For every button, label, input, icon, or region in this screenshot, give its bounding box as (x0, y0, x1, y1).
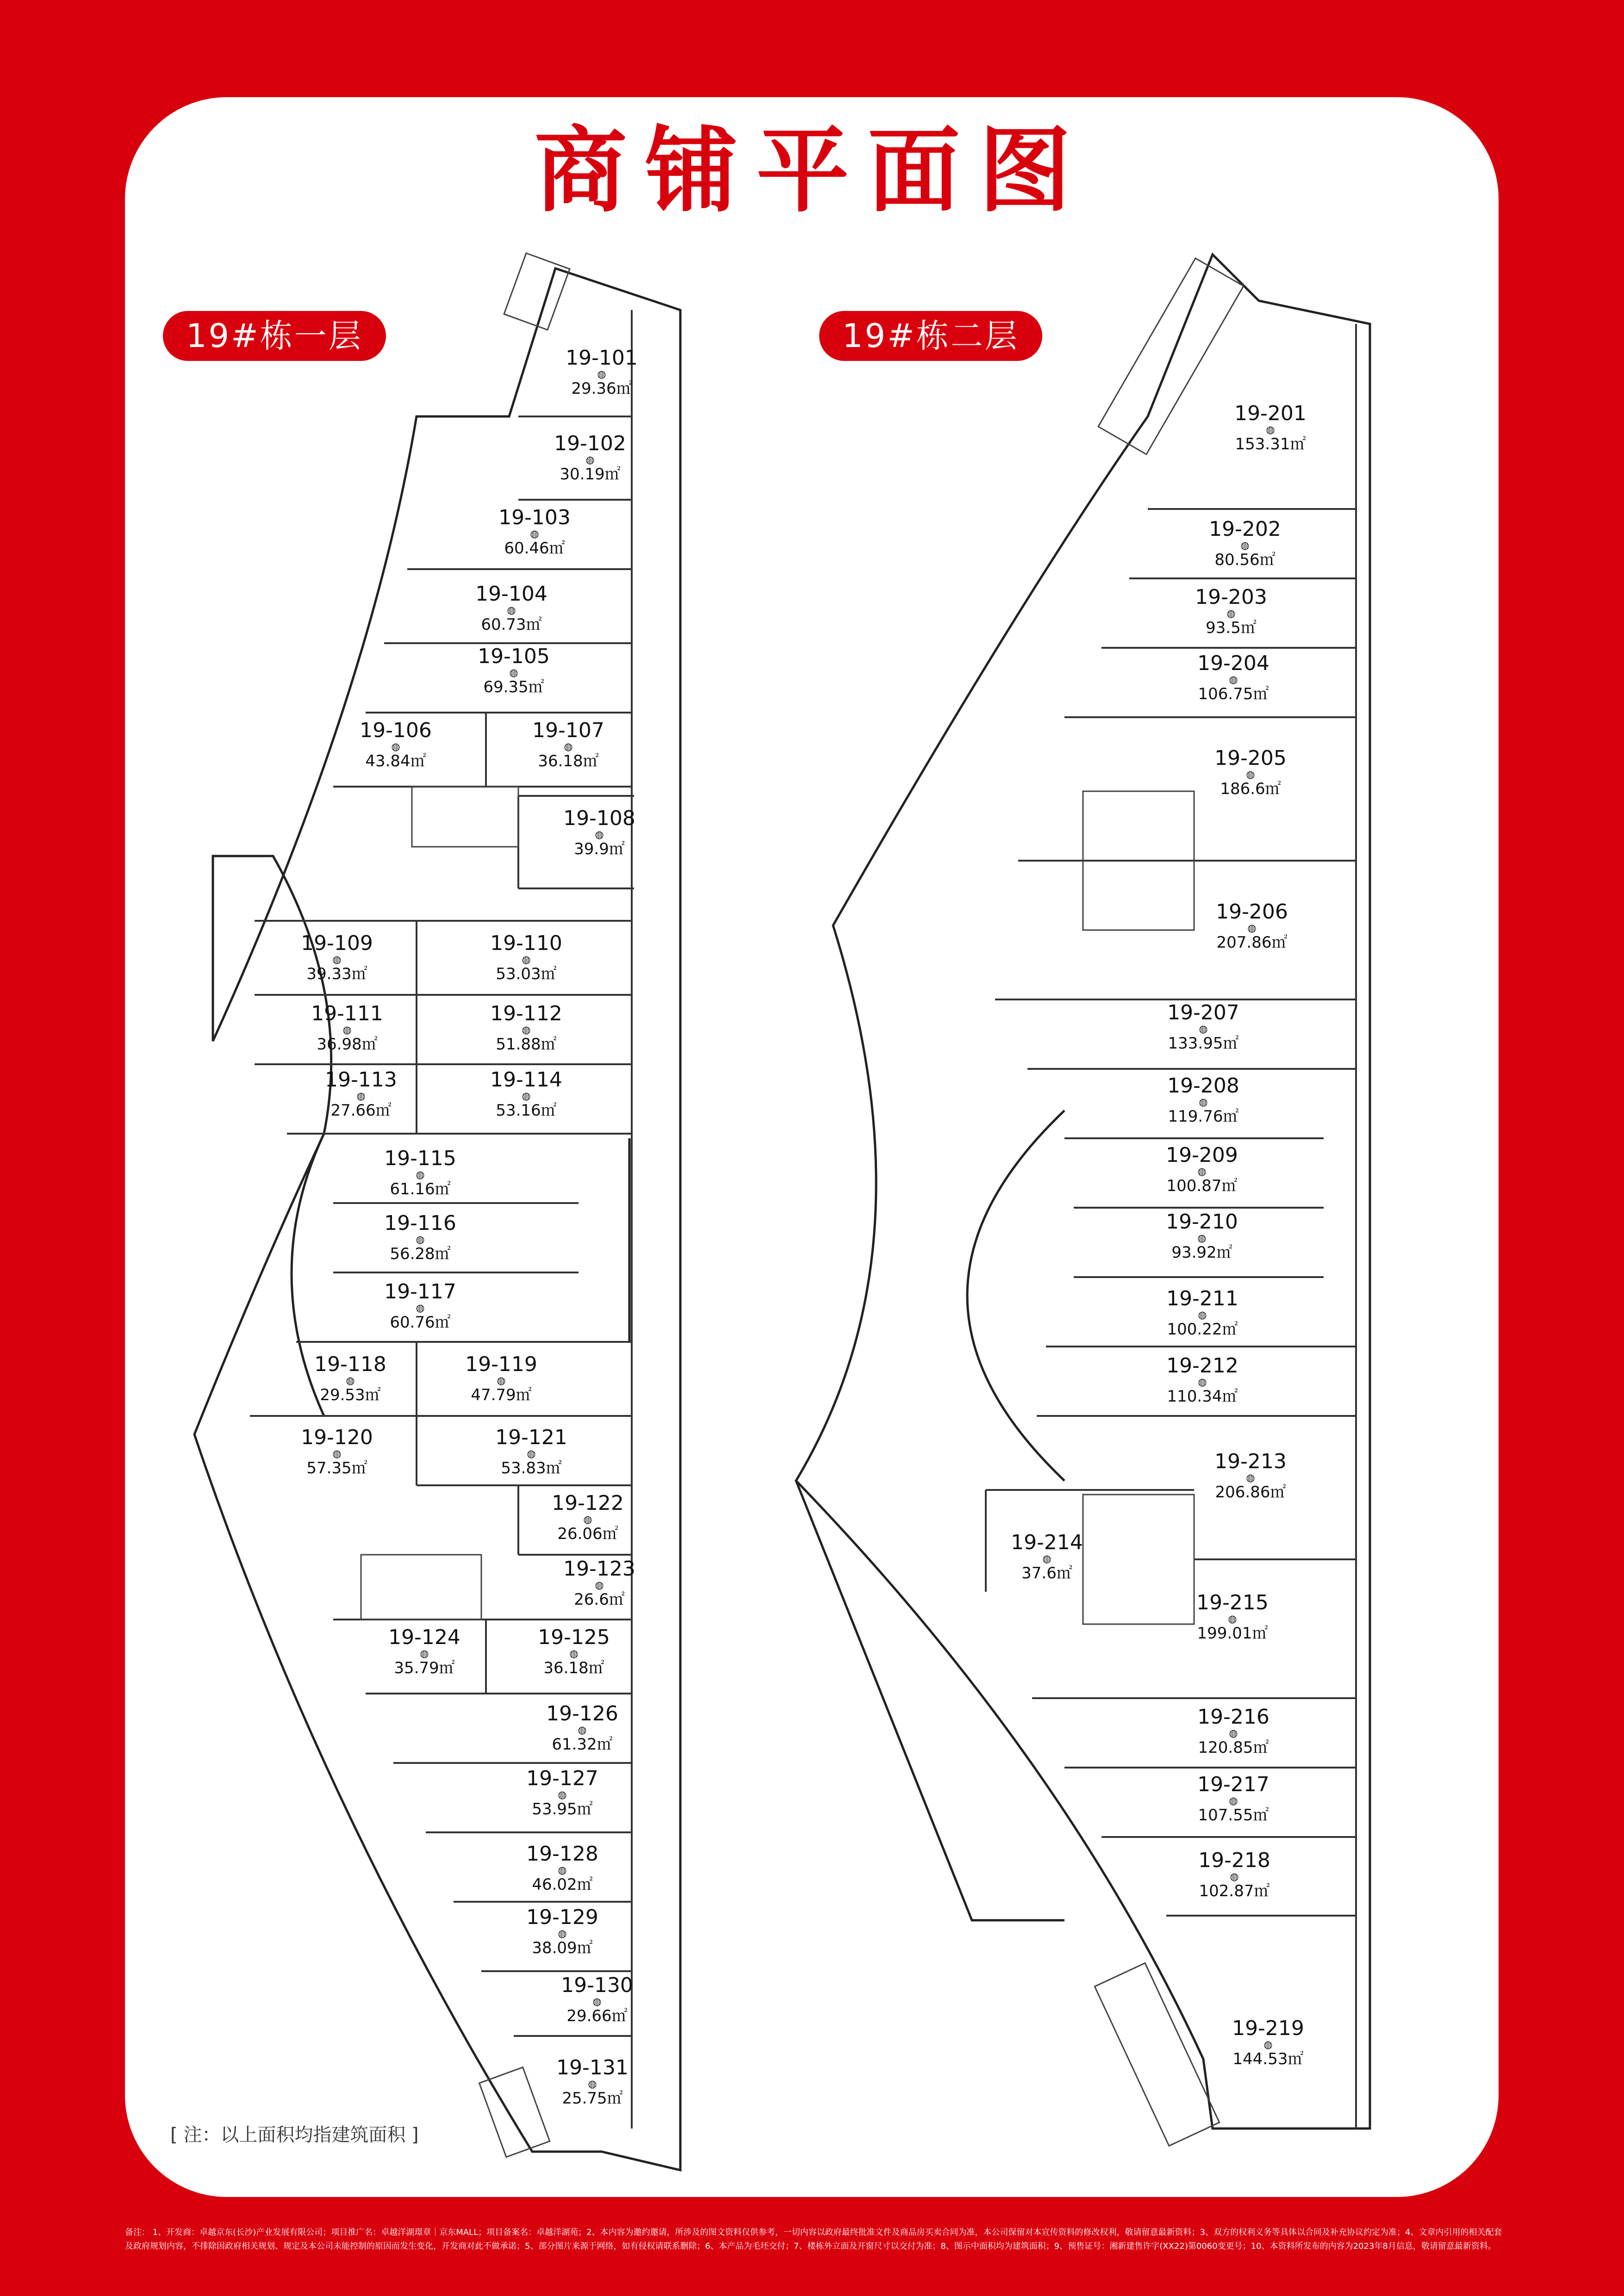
unit-19-125[interactable]: 19-125 ◍ 36.18㎡ (538, 1626, 610, 1678)
unit-19-117[interactable]: 19-117 ◍ 60.76㎡ (384, 1280, 456, 1332)
unit-19-102[interactable]: 19-102 ◍ 30.19㎡ (554, 432, 626, 484)
unit-19-201[interactable]: 19-201 ◍ 153.31㎡ (1234, 402, 1307, 454)
unit-19-112[interactable]: 19-112 ◍ 51.88㎡ (490, 1002, 562, 1054)
unit-19-108[interactable]: 19-108 ◍ 39.9㎡ (563, 807, 635, 859)
unit-19-131[interactable]: 19-131 ◍ 25.75㎡ (556, 2056, 628, 2108)
unit-19-217[interactable]: 19-217 ◍ 107.55㎡ (1197, 1773, 1269, 1825)
floor2-label: 19#栋二层 (819, 311, 1042, 361)
unit-19-129[interactable]: 19-129 ◍ 38.09㎡ (526, 1905, 598, 1958)
unit-19-216[interactable]: 19-216 ◍ 120.85㎡ (1197, 1705, 1269, 1757)
unit-19-219[interactable]: 19-219 ◍ 144.53㎡ (1232, 2017, 1304, 2069)
unit-19-109[interactable]: 19-109 ◍ 39.33㎡ (301, 931, 373, 984)
floor1-escalator-top (504, 253, 570, 330)
unit-19-113[interactable]: 19-113 ◍ 27.66㎡ (325, 1068, 397, 1120)
floor2-stair-2 (1083, 1495, 1194, 1624)
unit-19-115[interactable]: 19-115 ◍ 61.16㎡ (384, 1147, 456, 1199)
unit-19-103[interactable]: 19-103 ◍ 60.46㎡ (498, 506, 571, 558)
unit-19-211[interactable]: 19-211 ◍ 100.22㎡ (1166, 1287, 1238, 1339)
unit-19-202[interactable]: 19-202 ◍ 80.56㎡ (1209, 517, 1281, 570)
unit-19-208[interactable]: 19-208 ◍ 119.76㎡ (1167, 1074, 1239, 1126)
unit-19-122[interactable]: 19-122 ◍ 26.06㎡ (552, 1491, 624, 1544)
unit-19-215[interactable]: 19-215 ◍ 199.01㎡ (1196, 1591, 1269, 1643)
area-note: [ 注：以上面积均指建筑面积 ] (170, 2124, 419, 2146)
unit-19-214[interactable]: 19-214 ◍ 37.6㎡ (1011, 1531, 1083, 1583)
unit-19-105[interactable]: 19-105 ◍ 69.35㎡ (478, 645, 550, 697)
unit-19-111[interactable]: 19-111 ◍ 36.98㎡ (311, 1002, 383, 1054)
unit-19-205[interactable]: 19-205 ◍ 186.6㎡ (1214, 746, 1287, 799)
unit-19-107[interactable]: 19-107 ◍ 36.18㎡ (532, 719, 604, 771)
unit-19-124[interactable]: 19-124 ◍ 35.79㎡ (388, 1626, 460, 1678)
unit-19-128[interactable]: 19-128 ◍ 46.02㎡ (526, 1842, 598, 1894)
unit-19-101[interactable]: 19-101 ◍ 29.36㎡ (566, 346, 638, 398)
floor2-arc (967, 1111, 1064, 1481)
floor1-stair-1 (412, 787, 518, 847)
unit-19-104[interactable]: 19-104 ◍ 60.73㎡ (475, 582, 548, 634)
floor1-label: 19#栋一层 (163, 311, 386, 361)
unit-19-123[interactable]: 19-123 ◍ 26.6㎡ (563, 1557, 635, 1609)
page-title: 商铺平面图 (534, 117, 1090, 225)
unit-19-218[interactable]: 19-218 ◍ 102.87㎡ (1198, 1849, 1270, 1901)
unit-19-127[interactable]: 19-127 ◍ 53.95㎡ (526, 1767, 598, 1819)
unit-19-106[interactable]: 19-106 ◍ 43.84㎡ (360, 719, 432, 771)
unit-19-206[interactable]: 19-206 ◍ 207.86㎡ (1216, 900, 1288, 952)
unit-19-114[interactable]: 19-114 ◍ 53.16㎡ (490, 1068, 562, 1120)
footer-disclaimer: 备注： 1、开发商：卓越京东(长沙)产业发展有限公司；项目推广名：卓越洋湖璟章｜京东MALL；项目备案名：卓越洋湖苑；2、本内容为邀约邀请，所涉及的图文资料仅供参考，一切内容以政府最终批准文件及商品房买卖合同为准，本公司保留对本宣传资料的修改权利，敬请留意最新资料；3、双方的权利义务等具体以合同及补充协议约定为准；4、文章内引用的相关配套及政府规划内容，不排除因政府相关规划、规定及本公司未能控制的原因而发生变化，开发商对此不做承诺；5、部分图片来源于网络，如有侵权请联系删除；6、本产品为毛坯交付；7、楼栋外立面及开窗尺寸以交付为准；8、图示中面积均为建筑面积；9、预售证号：湘新建售许字(XX22)第0060变更号；10、本资料所发布的内容为2023年8月信息，敬请留意最新资料。 (125, 2228, 1502, 2251)
floor2-outline (796, 254, 1370, 2128)
unit-19-213[interactable]: 19-213 ◍ 206.86㎡ (1214, 1450, 1287, 1502)
unit-19-119[interactable]: 19-119 ◍ 47.79㎡ (465, 1353, 537, 1405)
unit-19-207[interactable]: 19-207 ◍ 133.95㎡ (1167, 1001, 1239, 1053)
unit-19-209[interactable]: 19-209 ◍ 100.87㎡ (1166, 1143, 1238, 1196)
unit-19-121[interactable]: 19-121 ◍ 53.83㎡ (495, 1426, 567, 1478)
unit-19-210[interactable]: 19-210 ◍ 93.92㎡ (1166, 1210, 1238, 1262)
unit-19-110[interactable]: 19-110 ◍ 53.03㎡ (490, 931, 562, 984)
unit-19-120[interactable]: 19-120 ◍ 57.35㎡ (301, 1426, 373, 1478)
unit-19-203[interactable]: 19-203 ◍ 93.5㎡ (1195, 585, 1267, 638)
unit-19-118[interactable]: 19-118 ◍ 29.53㎡ (314, 1353, 386, 1405)
unit-19-130[interactable]: 19-130 ◍ 29.66㎡ (561, 1973, 633, 2026)
unit-19-212[interactable]: 19-212 ◍ 110.34㎡ (1166, 1354, 1238, 1406)
unit-19-126[interactable]: 19-126 ◍ 61.32㎡ (546, 1702, 618, 1754)
unit-19-116[interactable]: 19-116 ◍ 56.28㎡ (384, 1211, 456, 1264)
unit-19-204[interactable]: 19-204 ◍ 106.75㎡ (1197, 652, 1269, 704)
floor1-stair-2 (361, 1555, 481, 1620)
